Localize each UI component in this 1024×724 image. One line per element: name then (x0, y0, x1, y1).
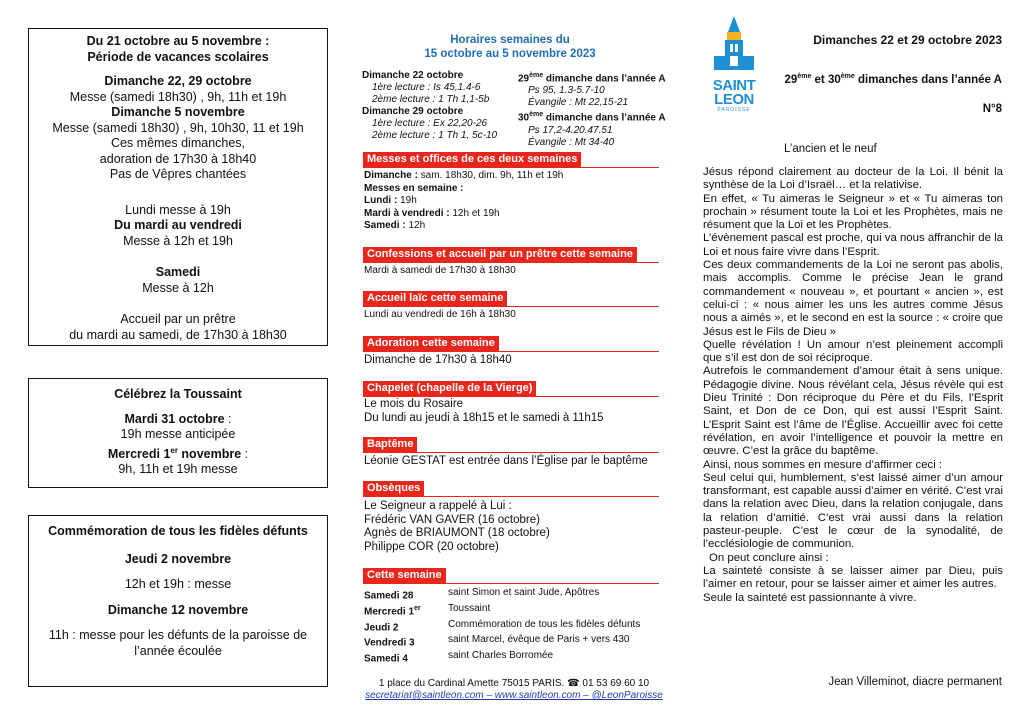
footer-links[interactable]: secretariat@saintleon.com – www.saintleon.com – @LeonParoisse (365, 690, 663, 701)
week-section-header (363, 565, 659, 584)
editorial-signature: Jean Villeminot, diacre permanent (828, 676, 1002, 688)
sunday-sup-2: ème (840, 73, 855, 80)
funerals-line-2: Frédéric VAN GAVER (16 octobre) (364, 513, 540, 526)
wednesday-mass: 9h, 11h et 19h messe (118, 462, 238, 477)
week-list (364, 587, 640, 666)
reading-3: 1ère lecture : Ex 22,20-26 (372, 118, 488, 129)
tuesday-heading: Mardi 31 octobre (124, 411, 225, 426)
editorial-paragraph: Seule la sainteté est passionnante à vivre. (703, 591, 917, 604)
baptism-section-header (363, 434, 659, 453)
priest-welcome-line-2: du mardi au samedi, de 17h30 à 18h30 (69, 327, 287, 342)
rosary-section-title: Chapelet (chapelle de la Vierge) (363, 381, 536, 396)
funerals-section-title: Obsèques (363, 481, 424, 496)
sunday-num-1: 29 (784, 73, 798, 86)
holiday-title-2: Période de vacances scolaires (87, 49, 269, 64)
readings-30th-title (518, 109, 668, 124)
saturday-label: Samedi : (364, 220, 406, 231)
toussaint-title: Célébrez la Toussaint (114, 387, 242, 401)
reading-1: 1ère lecture : Is 45,1.4-6 (372, 82, 481, 93)
readings-30th-sup: ème (529, 111, 544, 119)
issue-date: Dimanches 22 et 29 octobre 2023 (813, 33, 1002, 47)
editorial-body (703, 166, 1003, 605)
church-tower-icon (706, 14, 762, 74)
priest-welcome-line-1: Accueil par un prêtre (120, 312, 236, 326)
issue-number: N°8 (982, 103, 1002, 115)
week-day-text: Vendredi 3 (364, 637, 415, 649)
wednesday-heading-line (29, 443, 327, 463)
editorial-paragraph: Jésus répond clairement au docteur de la Loi. Il bénit la synthèse de la Loi d’Israël… et la relativise. (703, 166, 1003, 192)
editorial-paragraph: La sainteté consiste à se laisser aimer par Dieu, puis l’aimer en retour, pour se laisser aimer et aimer les autres. (703, 564, 1003, 591)
funerals-section-header (363, 478, 659, 497)
masses-section-title: Messes et offices de ces deux semaines (363, 152, 581, 167)
saturday-heading: Samedi (155, 265, 201, 279)
adoration-line: adoration de 17h30 à 18h40 (99, 151, 257, 166)
list-item (364, 619, 640, 635)
saturday-time: 12h (405, 220, 426, 231)
sunday-mass-times: Messe (samedi 18h30) , 9h, 11h et 19h (69, 89, 287, 104)
masses-section-header (363, 149, 659, 168)
week-day (364, 634, 448, 650)
wednesday-suffix: : (241, 446, 249, 461)
adoration-section-title: Adoration cette semaine (363, 336, 499, 351)
rosary-line-1: Le mois du Rosaire (364, 398, 464, 410)
sunday12-line-1: 11h : messe pour les défunts de la paroisse de (48, 628, 308, 642)
tue-fri-heading: Du mardi au vendredi (114, 218, 242, 232)
adoration-section-header (363, 333, 659, 352)
confession-section-title: Confessions et accueil par un prêtre cette semaine (363, 247, 637, 262)
week-day-text: Jeudi 2 (364, 621, 399, 633)
weekday-label: Messes en semaine : (364, 182, 464, 194)
week-day-sup: er (414, 604, 421, 612)
editorial-title: L’ancien et le neuf (784, 143, 877, 155)
baptism-line: Léonie GESTAT est entrée dans l’Église par le baptême (364, 455, 648, 467)
wednesday-heading (108, 447, 241, 461)
wednesday-heading-pre: Mercredi 1 (107, 446, 171, 461)
editorial-paragraph: Autrefois le commandement d’amour était à sens unique. Pédagogie divine. Nous révélant cela, Jésus révèle qui est Dieu Trinité : Don réciproque du Père et du Fils, l’Esprit Saint, et Don de ce Don, qui est aussi l’Esprit Saint. L’Esprit Saint est l’âme de l’Église. Accueillir avec foi cette révélation, en avoir l’intelligence et pouvoir la mettre en œuvre. C’est la grâce du baptême. (703, 365, 1003, 458)
sunday12-heading: Dimanche 12 novembre (107, 602, 249, 617)
week-day (364, 619, 448, 635)
editorial-paragraph: Quelle révélation ! Un amour n’est pleinement accompli que s’il est don de soi réciproque. (703, 338, 1003, 365)
lay-welcome-section-title: Accueil laïc cette semaine (363, 291, 507, 306)
readings-29th-title (518, 70, 668, 85)
list-item (364, 603, 640, 619)
week-section-title: Cette semaine (363, 568, 446, 583)
confession-section-header (363, 244, 659, 263)
logo-line-3: PAROISSE (717, 107, 751, 113)
sunday-num-2: et 30 (811, 73, 841, 86)
week-feast: Commémoration de tous les fidèles défunts (448, 618, 641, 630)
rosary-section-body (364, 398, 604, 425)
funerals-section-body (364, 500, 550, 554)
thursday-mass: 12h et 19h : messe (124, 577, 232, 591)
confession-line: Mardi à samedi de 17h30 à 18h30 (364, 265, 516, 276)
week-day-text: Samedi 28 (364, 590, 414, 602)
readings-30th-rest: dimanche dans l’année A (543, 112, 666, 124)
monday-time: 19h (397, 195, 417, 206)
list-item (364, 650, 640, 666)
baptism-section-title: Baptême (363, 437, 417, 452)
tuesday-mass: 19h messe anticipée (120, 427, 236, 441)
tue-fri-times: Messe à 12h et 19h (123, 233, 233, 248)
tue-fri-label: Mardi à vendredi : (364, 207, 450, 219)
week-feast: saint Simon et saint Jude, Apôtres (448, 587, 600, 598)
sunday-times: sam. 18h30, dim. 9h, 11h et 19h (417, 170, 564, 181)
tue-fri-time: 12h et 19h (449, 207, 500, 219)
lay-welcome-section-header (363, 288, 659, 307)
editorial-paragraph: Ces deux commandements de la Loi ne seront pas abolis, mais accomplis. Comme le précise Jean le grand commandement « nouveau », et pourtant « ancien », est celui-ci : « nous aimer les uns les autres comme Jésus nous a aimés », et le second en est la source : « croire que Jésus est le Fils de Dieu » (703, 259, 1003, 338)
phone-icon: ☎ (567, 678, 580, 689)
week-feast: Toussaint (448, 602, 491, 614)
readings-30th-num: 30 (518, 112, 530, 124)
adoration-time-line: Dimanche de 17h30 à 18h40 (364, 354, 512, 366)
readings-29th-num: 29 (518, 73, 530, 85)
phone-number: 01 53 69 60 10 (579, 678, 650, 689)
funerals-line-4: Philippe COR (20 octobre) (364, 540, 499, 553)
funerals-line-3: Agnès de BRIAUMONT (18 octobre) (364, 527, 550, 539)
readings-oct29-title: Dimanche 29 octobre (362, 106, 464, 117)
sunday-post: dimanches dans l’année A (854, 73, 1002, 86)
holiday-schedule-box (28, 28, 328, 346)
holiday-title-1: Du 21 octobre au 5 novembre : (86, 34, 270, 48)
readings-left (362, 70, 512, 142)
same-sundays-line: Ces mêmes dimanches, (110, 136, 246, 150)
week-day (364, 587, 448, 603)
week-day-text: Mercredi 1 (364, 606, 415, 618)
funerals-line-1: Le Seigneur a rappelé à Lui : (364, 500, 512, 512)
week-feast: saint Marcel, évêque de Paris + vers 430 (448, 634, 630, 646)
sunday-label: Dimanche : (364, 170, 418, 181)
reading-4: 2ème lecture : 1 Th 1, 5c-10 (372, 130, 498, 141)
gospel-2: Évangile : Mt 34-40 (528, 136, 615, 148)
editorial-paragraph: L’évènement pascal est proche, qui va nous affranchir de la Loi et nous faire vivre dans l’Esprit. (703, 232, 1003, 258)
readings-oct22-title: Dimanche 22 octobre (362, 70, 464, 81)
sundays-subtitle (785, 73, 1002, 86)
weekly-schedule-heading-1: Horaires semaines du (450, 34, 570, 46)
readings-right (518, 70, 668, 149)
tuesday-suffix: : (224, 411, 232, 426)
thursday-heading: Jeudi 2 novembre (124, 551, 232, 566)
all-souls-box (28, 515, 328, 687)
week-day-text: Samedi 4 (364, 653, 408, 665)
readings-29th-rest: dimanche dans l’année A (543, 73, 666, 85)
logo-line-1: SAINT (712, 77, 756, 94)
psalm-1: Ps 95, 1.3-5.7-10 (528, 85, 605, 97)
sunday-heading: Dimanche 22, 29 octobre (104, 74, 252, 88)
address-text: 1 place du Cardinal Amette 75015 PARIS. (378, 678, 565, 689)
wednesday-sup: er (170, 445, 178, 455)
all-souls-title: Commémoration de tous les fidèles défunts (48, 524, 308, 538)
list-item (364, 587, 640, 603)
rosary-section-header (363, 378, 659, 397)
monday-mass: Lundi messe à 19h (125, 202, 231, 217)
weekly-schedule-heading (380, 33, 640, 61)
editorial-paragraph: Ainsi, nous sommes en mesure d’affirmer ceci : (703, 458, 943, 471)
list-item (364, 634, 640, 650)
lay-welcome-line: Lundi au vendredi de 16h à 18h30 (364, 309, 516, 320)
editorial-paragraph: On peut conclure ainsi : (709, 551, 829, 564)
toussaint-box (28, 378, 328, 488)
november-sunday-heading: Dimanche 5 novembre (111, 105, 245, 119)
monday-label: Lundi : (364, 195, 398, 206)
sunday12-line-2: l’année écoulée (134, 643, 222, 658)
masses-section-body (364, 170, 563, 233)
rosary-line-2: Du lundi au jeudi à 18h15 et le samedi à 11h15 (364, 411, 604, 424)
logo-line-2: LEON (714, 91, 754, 108)
wednesday-heading-post: novembre (177, 446, 242, 461)
saturday-times: Messe à 12h (142, 280, 214, 295)
sunday-sup-1: ème (797, 73, 812, 80)
vespers-line: Pas de Vêpres chantées (109, 167, 247, 181)
week-feast: saint Charles Borromée (448, 650, 554, 662)
gospel-1: Évangile : Mt 22,15-21 (528, 97, 629, 109)
footer-address (355, 678, 673, 691)
week-day (364, 650, 448, 666)
week-day (364, 603, 448, 619)
editorial-paragraph: En effet, « Tu aimeras le Seigneur » et « Tu aimeras ton prochain » résument toute la Loi et les Prophètes, mais ne résument que la Loi et les Prophètes. (703, 192, 1003, 232)
november-mass-times: Messe (samedi 18h30) , 9h, 10h30, 11 et 19h (52, 120, 304, 135)
saint-leon-logo (706, 14, 762, 113)
readings-29th-sup: ème (529, 72, 544, 79)
psalm-2: Ps 17,2-4.20.47.51 (528, 124, 613, 136)
editorial-paragraph: Seul celui qui, humblement, s’est laissé aimer d’un amour transformant, est capable aussi d’aimer en vérité. C’est vrai dans la relation avec Dieu, dans la relation conjugale, dans la relation d’amitié. C’est vrai aussi dans la relation pasteur-peuple. C’est le cœur de la synodalité, de l’ecclésiologie de communion. (703, 471, 1003, 551)
weekly-schedule-heading-2: 15 octobre au 5 novembre 2023 (424, 48, 596, 60)
tuesday-heading-line (29, 412, 327, 428)
reading-2: 2ème lecture : 1 Th 1,1-5b (372, 94, 490, 105)
logo-text (706, 79, 762, 107)
